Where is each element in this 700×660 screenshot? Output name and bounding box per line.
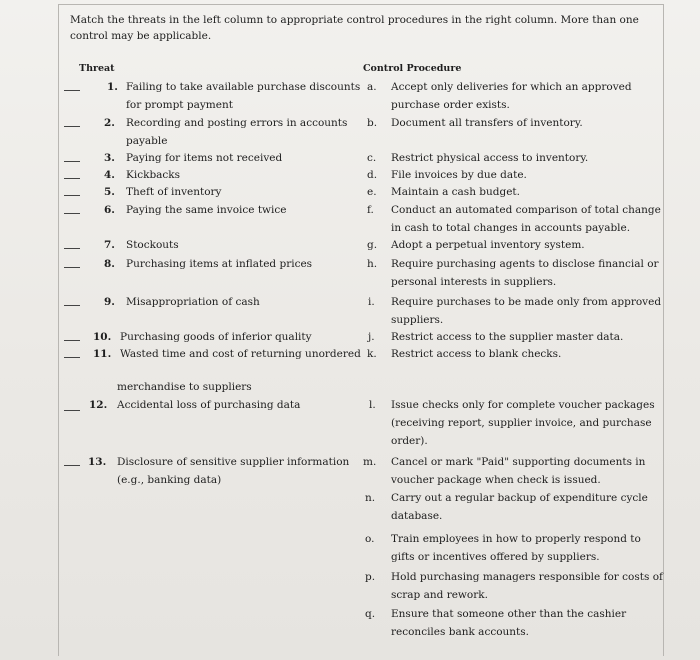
threat-text: Purchasing items at inflated prices (126, 258, 313, 270)
control-text: Accept only deliveries for which an approved (391, 81, 632, 93)
threat-text: Stockouts (126, 239, 179, 251)
control-text: Carry out a regular backup of expenditure cycle (391, 492, 648, 504)
threat-text: Theft of inventory (126, 186, 222, 198)
threat-text: Accidental loss of purchasing data (117, 399, 301, 411)
threat-number: 8. (104, 258, 115, 270)
answer-blank-2[interactable] (64, 126, 80, 127)
control-letter: m. (363, 456, 377, 468)
control-text: Cancel or mark "Paid" supporting documents in (391, 456, 646, 468)
control-text: Issue checks only for complete voucher packages (391, 399, 655, 411)
threat-number: 9. (104, 296, 115, 308)
threat-number: 7. (104, 239, 115, 251)
control-text: Require purchases to be made only from approved (391, 296, 662, 308)
threat-text: Recording and posting errors in accounts (126, 117, 348, 129)
control-letter: b. (367, 117, 378, 129)
answer-blank-9[interactable] (64, 305, 80, 306)
control-letter: l. (369, 399, 376, 411)
threat-text: (e.g., banking data) (117, 474, 222, 486)
control-letter: a. (367, 81, 377, 93)
threat-number: 12. (89, 399, 108, 411)
control-text: personal interests in suppliers. (391, 276, 557, 288)
control-letter: o. (365, 533, 375, 545)
threat-number: 10. (93, 331, 112, 343)
threat-number: 4. (104, 169, 115, 181)
control-text: File invoices by due date. (391, 169, 527, 181)
threat-text: Disclosure of sensitive supplier information (117, 456, 350, 468)
control-letter: e. (367, 186, 377, 198)
control-text: Adopt a perpetual inventory system. (391, 239, 585, 251)
control-text: Restrict access to blank checks. (391, 348, 562, 360)
answer-blank-12[interactable] (64, 410, 80, 411)
answer-blank-8[interactable] (64, 267, 80, 268)
control-text: Restrict physical access to inventory. (391, 152, 589, 164)
threat-number: 3. (104, 152, 115, 164)
control-text: purchase order exists. (391, 99, 510, 111)
control-text: Restrict access to the supplier master data. (391, 331, 624, 343)
answer-blank-13[interactable] (64, 465, 80, 466)
control-letter: f. (367, 204, 374, 216)
threat-text: Kickbacks (126, 169, 181, 181)
control-text: voucher package when check is issued. (391, 474, 601, 486)
answer-blank-6[interactable] (64, 213, 80, 214)
answer-blank-10[interactable] (64, 340, 80, 341)
control-letter: n. (365, 492, 376, 504)
threat-text: Paying the same invoice twice (126, 204, 287, 216)
control-letter: c. (367, 152, 377, 164)
control-text: Document all transfers of inventory. (391, 117, 583, 129)
control-text: Hold purchasing managers responsible for costs of (391, 571, 663, 583)
control-text: Conduct an automated comparison of total change (391, 204, 661, 216)
control-text: reconciles bank accounts. (391, 626, 529, 638)
control-letter: d. (367, 169, 378, 181)
control-letter: g. (367, 239, 378, 251)
threat-text: Purchasing goods of inferior quality (120, 331, 312, 343)
control-text: database. (391, 510, 443, 522)
threat-column-header: Threat (79, 63, 115, 74)
answer-blank-3[interactable] (64, 161, 80, 162)
control-text: suppliers. (391, 314, 444, 326)
control-text: scrap and rework. (391, 589, 488, 601)
threat-number: 11. (93, 348, 112, 360)
control-text: (receiving report, supplier invoice, and purchase (391, 417, 652, 429)
control-text: Train employees in how to properly respond to (391, 533, 641, 545)
control-text: in cash to total changes in accounts payable. (391, 222, 631, 234)
control-letter: q. (365, 608, 376, 620)
threat-text: merchandise to suppliers (117, 381, 252, 393)
answer-blank-1[interactable] (64, 90, 80, 91)
threat-number: 1. (107, 81, 118, 93)
threat-text: Wasted time and cost of returning unordered (120, 348, 361, 360)
control-letter: k. (367, 348, 377, 360)
threat-text: Paying for items not received (126, 152, 283, 164)
control-text: Ensure that someone other than the cashier (391, 608, 627, 620)
threat-number: 6. (104, 204, 115, 216)
threat-number: 13. (88, 456, 107, 468)
threat-number: 2. (104, 117, 115, 129)
answer-blank-4[interactable] (64, 178, 80, 179)
control-letter: j. (368, 331, 375, 343)
control-text: Maintain a cash budget. (391, 186, 520, 198)
threat-text: Failing to take available purchase discounts (126, 81, 361, 93)
answer-blank-7[interactable] (64, 248, 80, 249)
control-letter: i. (368, 296, 375, 308)
answer-blank-5[interactable] (64, 195, 80, 196)
control-text: Require purchasing agents to disclose financial or (391, 258, 659, 270)
instructions: Match the threats in the left column to appropriate control procedures in the right column. More than one control may be applicable. (70, 14, 639, 42)
control-letter: p. (365, 571, 376, 583)
control-text: gifts or incentives offered by suppliers. (391, 551, 600, 563)
control-column-header: Control Procedure (363, 63, 462, 74)
threat-number: 5. (104, 186, 115, 198)
answer-blank-11[interactable] (64, 357, 80, 358)
threat-text: for prompt payment (126, 99, 233, 111)
control-text: order). (391, 435, 428, 447)
threat-text: payable (126, 135, 168, 147)
threat-text: Misappropriation of cash (126, 296, 260, 308)
control-letter: h. (367, 258, 378, 270)
